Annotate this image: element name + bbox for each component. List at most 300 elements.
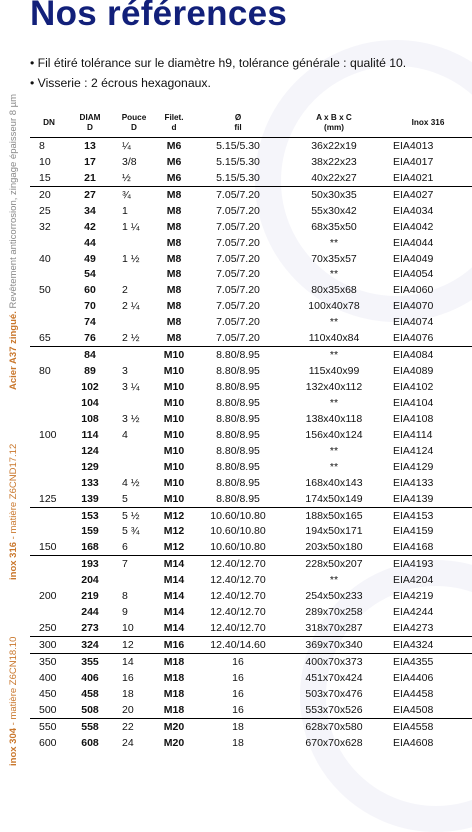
cell-inox316: EIA4084	[384, 347, 472, 363]
cell-axbxc: 156x40x124	[305, 428, 363, 441]
cell-inox316: EIA4406	[393, 671, 434, 684]
cell-fil: 10.60/10.80	[210, 541, 266, 554]
cell-pouce: 5 ½	[112, 507, 156, 523]
bullet-item: • Visserie : 2 écrous hexagonaux.	[30, 76, 211, 90]
cell-fil: 8.80/8.95	[216, 460, 260, 473]
cell-diam: 60	[84, 284, 96, 297]
cell-pouce: 3 ½	[122, 412, 140, 425]
cell-pouce: 1 ¼	[122, 220, 140, 233]
cell-inox316: EIA4558	[384, 718, 472, 734]
cell-pouce	[112, 314, 156, 330]
cell-fil: 16	[232, 687, 244, 700]
cell-dn	[30, 235, 68, 251]
cell-pouce: 5 ¾	[122, 525, 140, 538]
cell-dn: 100	[39, 428, 57, 441]
cell-pouce: 5	[122, 492, 128, 505]
cell-dn	[30, 314, 68, 330]
cell-filet: M10	[163, 492, 185, 505]
cell-fil: 8.80/8.95	[216, 412, 260, 425]
cell-filet: M6	[166, 155, 182, 168]
cell-dn	[30, 475, 68, 491]
header-fil	[192, 108, 284, 138]
table-row	[30, 588, 472, 604]
cell-fil: 7.05/7.20	[216, 268, 260, 281]
side-label-inox304	[8, 637, 19, 766]
cell-diam: 17	[84, 155, 96, 168]
side-label-acier-rest: Revêtement anticorrosion, zingage épaisseur 8 µm	[8, 93, 19, 312]
cell-dn: 450	[39, 687, 57, 700]
cell-filet: M18	[163, 703, 185, 716]
cell-axbxc: 174x50x149	[305, 492, 363, 505]
table-row	[30, 170, 472, 186]
cell-pouce: 12	[112, 637, 156, 654]
cell-axbxc: 400x70x373	[284, 654, 384, 670]
cell-pouce	[112, 459, 156, 475]
cell-fil: 12.40/12.70	[192, 556, 284, 572]
cell-diam: 159	[81, 525, 99, 538]
cell-fil: 8.80/8.95	[216, 365, 260, 378]
cell-filet: M10	[163, 381, 185, 394]
cell-fil: 5.15/5.30	[216, 171, 260, 184]
cell-inox316: EIA4159	[393, 525, 434, 538]
side-label-inox304-rest: - matière Z6CN18.10	[8, 636, 19, 728]
cell-filet: M18	[163, 671, 185, 684]
cell-dn	[30, 267, 68, 283]
cell-inox316: EIA4193	[384, 556, 472, 572]
cell-pouce	[112, 267, 156, 283]
table-row	[30, 363, 472, 379]
cell-dn: 350	[30, 654, 68, 670]
table-row	[30, 686, 472, 702]
table-row	[30, 491, 472, 507]
cell-diam: 27	[68, 186, 112, 202]
cell-diam: 129	[81, 460, 99, 473]
cell-diam: 244	[81, 606, 99, 619]
cell-dn: 200	[39, 590, 57, 603]
bullet-text: Visserie : 2 écrous hexagonaux.	[37, 76, 211, 90]
cell-inox316: EIA4070	[393, 300, 434, 313]
cell-pouce: 2	[122, 284, 128, 297]
cell-inox316: EIA4168	[393, 541, 434, 554]
cell-filet: M14	[163, 590, 185, 603]
cell-inox316: EIA4608	[393, 736, 434, 749]
cell-filet: M14	[163, 622, 185, 635]
cell-fil: 12.40/12.70	[210, 606, 266, 619]
cell-axbxc: 50x30x35	[284, 186, 384, 202]
cell-diam: 204	[81, 574, 99, 587]
bullet-text: Fil étiré tolérance sur le diamètre h9, tolérance générale : qualité 10.	[37, 56, 407, 70]
cell-dn: 125	[39, 492, 57, 505]
cell-diam: 44	[84, 236, 96, 249]
table-row	[30, 219, 472, 235]
cell-diam: 108	[81, 412, 99, 425]
cell-fil: 8.80/8.95	[216, 492, 260, 505]
cell-filet: M12	[163, 525, 185, 538]
cell-pouce: ½	[122, 171, 131, 184]
cell-dn: 25	[39, 204, 51, 217]
cell-diam: 124	[81, 444, 99, 457]
cell-dn: 15	[39, 171, 51, 184]
cell-fil: 12.40/12.70	[210, 574, 266, 587]
cell-fil: 16	[232, 671, 244, 684]
cell-dn: 8	[39, 139, 45, 152]
cell-axbxc: 55x30x42	[311, 204, 357, 217]
cell-axbxc: 188x50x165	[284, 507, 384, 523]
cell-dn: 10	[39, 155, 51, 168]
cell-diam: 114	[81, 428, 99, 441]
cell-axbxc: 38x22x23	[311, 155, 357, 168]
cell-axbxc: 289x70x258	[305, 606, 363, 619]
cell-axbxc: 80x35x68	[311, 284, 357, 297]
table-row	[30, 203, 472, 219]
cell-fil: 10.60/10.80	[192, 507, 284, 523]
cell-diam: 608	[81, 736, 99, 749]
table-row	[30, 735, 472, 751]
cell-dn: 500	[39, 703, 57, 716]
cell-pouce: 8	[122, 590, 128, 603]
cell-fil: 18	[192, 718, 284, 734]
cell-dn: 50	[39, 284, 51, 297]
cell-dn: 550	[30, 718, 68, 734]
cell-axbxc: **	[329, 460, 339, 473]
cell-axbxc: **	[329, 574, 339, 587]
cell-dn	[30, 347, 68, 363]
cell-inox316: EIA4044	[393, 236, 434, 249]
cell-diam: 355	[68, 654, 112, 670]
cell-pouce	[112, 395, 156, 411]
cell-fil: 12.40/12.70	[210, 622, 266, 635]
cell-dn	[30, 556, 68, 572]
table-row	[30, 507, 472, 523]
table-row	[30, 138, 472, 154]
table-row	[30, 718, 472, 734]
cell-filet: M10	[163, 396, 185, 409]
bullet-list	[30, 53, 470, 93]
table-row	[30, 282, 472, 298]
table-row	[30, 427, 472, 443]
cell-diam: 104	[81, 396, 99, 409]
side-label-acier-bold: Acier A37 zingué.	[8, 311, 19, 390]
cell-fil: 18	[232, 736, 244, 749]
table-row	[30, 298, 472, 314]
header-filet	[156, 108, 192, 138]
table-row	[30, 411, 472, 427]
cell-pouce: 2 ½	[122, 332, 140, 345]
cell-fil: 16	[192, 654, 284, 670]
cell-filet: M14	[156, 556, 192, 572]
cell-filet: M8	[166, 268, 182, 281]
cell-diam: 324	[68, 637, 112, 654]
cell-filet: M10	[163, 365, 185, 378]
cell-axbxc: 132x40x112	[305, 381, 363, 394]
cell-pouce: 9	[122, 606, 128, 619]
cell-filet: M12	[156, 507, 192, 523]
cell-dn: 400	[39, 671, 57, 684]
cell-inox316: EIA4027	[384, 186, 472, 202]
table-header-row	[30, 108, 472, 138]
cell-dn	[30, 411, 68, 427]
cell-axbxc: 254x50x233	[305, 590, 363, 603]
cell-filet: M10	[163, 428, 185, 441]
table-row	[30, 475, 472, 491]
cell-dn	[30, 507, 68, 523]
cell-inox316: EIA4204	[393, 574, 434, 587]
cell-pouce	[112, 572, 156, 588]
cell-pouce: 20	[122, 703, 134, 716]
header-inox316-label: Inox 316	[411, 117, 445, 127]
cell-diam: 102	[81, 381, 99, 394]
cell-pouce: 1 ½	[122, 252, 140, 265]
cell-inox316: EIA4034	[393, 204, 434, 217]
cell-filet: M8	[166, 236, 182, 249]
cell-dn: 80	[39, 365, 51, 378]
cell-filet: M12	[163, 541, 185, 554]
cell-diam: 508	[81, 703, 99, 716]
cell-filet: M8	[166, 332, 182, 345]
cell-axbxc: **	[329, 268, 339, 281]
side-label-inox316-rest: - matière Z6CND17.12	[8, 443, 19, 542]
cell-fil: 7.05/7.20	[216, 220, 260, 233]
header-axbxc-sub: (mm)	[323, 122, 344, 132]
cell-dn	[30, 298, 68, 314]
cell-filet: M18	[156, 654, 192, 670]
cell-axbxc: 138x40x118	[305, 412, 363, 425]
cell-dn	[30, 572, 68, 588]
table-row	[30, 572, 472, 588]
header-diam	[68, 108, 112, 138]
table-row	[30, 186, 472, 202]
cell-diam: 139	[81, 492, 99, 505]
table-row	[30, 347, 472, 363]
cell-inox316: EIA4017	[393, 155, 434, 168]
table-row	[30, 314, 472, 330]
cell-diam: 49	[84, 252, 96, 265]
cell-filet: M8	[166, 316, 182, 329]
cell-diam: 74	[84, 316, 96, 329]
cell-diam: 153	[68, 507, 112, 523]
header-axbxc-label: A x B x C	[316, 112, 352, 122]
cell-pouce: 6	[122, 541, 128, 554]
cell-diam: 54	[84, 268, 96, 281]
header-pouce-sub: D	[131, 122, 137, 132]
header-dn	[30, 108, 68, 138]
cell-dn: 32	[39, 220, 51, 233]
header-filet-label: Filet.	[164, 112, 184, 122]
cell-inox316: EIA4021	[393, 171, 434, 184]
cell-inox316: EIA4153	[384, 507, 472, 523]
cell-dn: 65	[39, 332, 51, 345]
references-table	[30, 108, 472, 751]
cell-diam: 273	[81, 622, 99, 635]
header-fil-label: Ø	[234, 112, 242, 122]
table-row	[30, 154, 472, 170]
header-diam-sub: D	[87, 122, 93, 132]
cell-fil: 8.80/8.95	[216, 444, 260, 457]
cell-inox316: EIA4124	[393, 444, 434, 457]
header-fil-sub: fil	[234, 122, 242, 132]
cell-filet: M14	[163, 574, 185, 587]
cell-inox316: EIA4133	[393, 476, 434, 489]
cell-fil: 10.60/10.80	[210, 525, 266, 538]
cell-dn: 300	[30, 637, 68, 654]
cell-inox316: EIA4060	[393, 284, 434, 297]
cell-dn	[30, 379, 68, 395]
cell-pouce: 16	[122, 671, 134, 684]
cell-pouce: ¾	[112, 186, 156, 202]
table-row	[30, 395, 472, 411]
cell-inox316: EIA4129	[393, 460, 434, 473]
cell-pouce: 3	[122, 365, 128, 378]
cell-pouce: 18	[122, 687, 134, 700]
cell-diam: 193	[68, 556, 112, 572]
cell-axbxc: 553x70x526	[305, 703, 363, 716]
cell-axbxc: 503x70x476	[305, 687, 363, 700]
cell-diam: 76	[84, 332, 96, 345]
side-label-acier	[8, 94, 19, 390]
cell-diam: 21	[84, 171, 96, 184]
cell-filet: M8	[156, 186, 192, 202]
cell-axbxc: 68x35x50	[311, 220, 357, 233]
cell-pouce: 2 ¼	[122, 300, 140, 313]
header-filet-sub: d	[171, 122, 177, 132]
cell-filet: M6	[166, 139, 182, 152]
cell-fil: 8.80/8.95	[216, 428, 260, 441]
cell-pouce	[112, 347, 156, 363]
cell-diam: 89	[84, 365, 96, 378]
cell-axbxc: **	[329, 444, 339, 457]
table-row	[30, 670, 472, 686]
cell-diam: 219	[81, 590, 99, 603]
cell-fil: 7.05/7.20	[216, 300, 260, 313]
cell-inox316: EIA4102	[393, 381, 434, 394]
cell-diam: 42	[84, 220, 96, 233]
cell-filet: M18	[163, 687, 185, 700]
table-row	[30, 330, 472, 346]
cell-diam: 84	[68, 347, 112, 363]
cell-axbxc: **	[329, 236, 339, 249]
cell-diam: 34	[84, 204, 96, 217]
cell-fil: 7.05/7.20	[216, 252, 260, 265]
cell-dn	[30, 524, 68, 540]
cell-diam: 70	[84, 300, 96, 313]
bullet-item: • Fil étiré tolérance sur le diamètre h9, tolérance générale : qualité 10.	[30, 56, 407, 70]
cell-pouce: 1	[122, 204, 128, 217]
cell-inox316: EIA4049	[393, 252, 434, 265]
cell-axbxc: 100x40x78	[308, 300, 360, 313]
cell-fil: 5.15/5.30	[216, 155, 260, 168]
cell-dn	[30, 395, 68, 411]
cell-fil: 8.80/8.95	[216, 476, 260, 489]
cell-axbxc: 70x35x57	[311, 252, 357, 265]
cell-dn: 40	[39, 252, 51, 265]
cell-pouce: 14	[112, 654, 156, 670]
cell-fil: 7.05/7.20	[216, 332, 260, 345]
cell-filet: M8	[166, 300, 182, 313]
table-row	[30, 702, 472, 718]
cell-axbxc: 451x70x424	[305, 671, 363, 684]
cell-filet: M14	[163, 606, 185, 619]
cell-inox316: EIA4139	[393, 492, 434, 505]
cell-diam: 168	[81, 541, 99, 554]
header-dn-label: DN	[43, 117, 55, 127]
cell-filet: M10	[163, 460, 185, 473]
cell-axbxc: 318x70x287	[305, 622, 363, 635]
cell-inox316: EIA4508	[393, 703, 434, 716]
cell-axbxc: 369x70x340	[284, 637, 384, 654]
cell-pouce: 4 ½	[122, 476, 140, 489]
cell-dn: 20	[30, 186, 68, 202]
table-row	[30, 267, 472, 283]
cell-diam: 406	[81, 671, 99, 684]
cell-fil: 12.40/14.60	[192, 637, 284, 654]
cell-diam: 458	[81, 687, 99, 700]
cell-axbxc: **	[329, 316, 339, 329]
cell-inox316: EIA4089	[393, 365, 434, 378]
cell-fil: 8.80/8.95	[216, 381, 260, 394]
cell-inox316: EIA4104	[393, 396, 434, 409]
cell-pouce: ¼	[122, 139, 131, 152]
cell-diam: 13	[84, 139, 96, 152]
side-label-inox316-bold: inox 316	[8, 541, 19, 580]
cell-fil: 8.80/8.95	[192, 347, 284, 363]
cell-fil: 7.05/7.20	[192, 186, 284, 202]
cell-diam: 558	[68, 718, 112, 734]
cell-axbxc: 110x40x84	[308, 332, 360, 345]
cell-inox316: EIA4273	[393, 622, 434, 635]
cell-dn: 150	[39, 541, 57, 554]
cell-pouce: 3 ¼	[122, 381, 140, 394]
cell-pouce: 4	[122, 428, 128, 441]
cell-axbxc: 670x70x628	[305, 736, 363, 749]
cell-inox316: EIA4355	[384, 654, 472, 670]
cell-fil: 5.15/5.30	[216, 139, 260, 152]
cell-fil: 7.05/7.20	[216, 236, 260, 249]
cell-inox316: EIA4013	[393, 139, 434, 152]
cell-axbxc: 168x40x143	[305, 476, 363, 489]
side-label-inox316	[8, 444, 19, 580]
table-row	[30, 637, 472, 654]
cell-filet: M8	[166, 284, 182, 297]
table-body	[30, 138, 472, 751]
cell-axbxc: 194x50x171	[305, 525, 363, 538]
cell-filet: M10	[156, 347, 192, 363]
cell-inox316: EIA4244	[393, 606, 434, 619]
cell-axbxc: 40x22x27	[311, 171, 357, 184]
cell-axbxc: 203x50x180	[305, 541, 363, 554]
cell-axbxc: 115x40x99	[308, 365, 360, 378]
cell-dn: 250	[39, 622, 57, 635]
header-inox316	[384, 108, 472, 138]
side-label-inox304-bold: inox 304	[8, 727, 19, 766]
cell-inox316: EIA4076	[393, 332, 434, 345]
cell-dn	[30, 604, 68, 620]
table-row	[30, 539, 472, 555]
cell-fil: 7.05/7.20	[216, 204, 260, 217]
cell-filet: M10	[163, 476, 185, 489]
table-row	[30, 654, 472, 670]
cell-fil: 7.05/7.20	[216, 316, 260, 329]
table-row	[30, 459, 472, 475]
cell-filet: M10	[163, 412, 185, 425]
table-row	[30, 524, 472, 540]
cell-dn	[30, 459, 68, 475]
cell-inox316: EIA4114	[393, 428, 433, 441]
header-pouce-label: Pouce	[121, 112, 147, 122]
cell-inox316: EIA4324	[384, 637, 472, 654]
table-row	[30, 556, 472, 572]
cell-fil: 12.40/12.70	[210, 590, 266, 603]
cell-axbxc: 36x22x19	[311, 139, 357, 152]
